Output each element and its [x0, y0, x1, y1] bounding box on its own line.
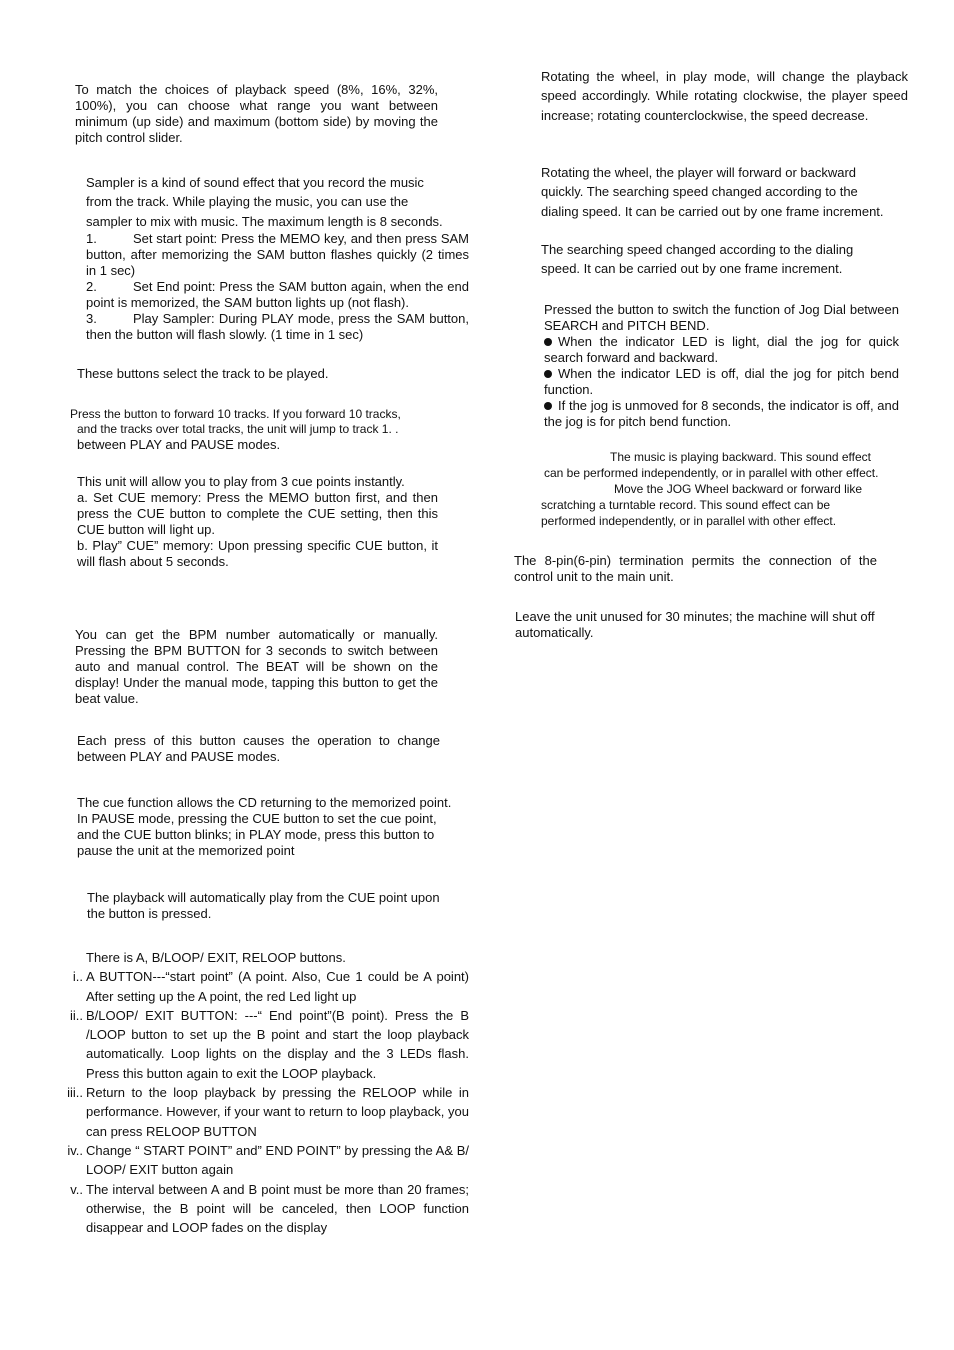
- loop-item-4: [67, 1141, 469, 1180]
- sampler-step-2: [86, 279, 469, 311]
- item-text: Change “ START POINT” and” END POINT” by pressing the A& B/ LOOP/ EXIT button again: [86, 1142, 469, 1178]
- pitch-range-paragraph: To match the choices of playback speed (8%, 16%, 32%, 100%), you can choose what range you want between minimum (up side) and maximum (bottom side) by moving the pitch control slider.: [75, 82, 438, 145]
- jog-bullet: [544, 398, 899, 430]
- item-text: B/LOOP/ EXIT BUTTON: ---“ End point”(B point). Press the B /LOOP button to set up the B point and start the loop playback automatically. Loop lights on the display and the 3 LEDs flash. Press this button again to exit the LOOP playback.: [86, 1007, 469, 1081]
- bullet-icon: [544, 402, 552, 410]
- cue-points-b: b. Play” CUE” memory: Upon pressing specific CUE button, it will flash about 5 seconds.: [77, 538, 438, 569]
- cue-points-section: [77, 474, 438, 570]
- item-label: v..: [70, 1181, 83, 1197]
- jog-bullet: [544, 334, 899, 366]
- cue-line: The cue function allows the CD returning to the memorized point.: [77, 795, 452, 810]
- wheel-search-line: dialing speed. It can be carried out by one frame increment.: [541, 203, 884, 219]
- search-speed-section: [541, 240, 911, 279]
- loop-intro: There is A, B/LOOP/ EXIT, RELOOP buttons.: [86, 950, 346, 965]
- wheel-search-section: [541, 163, 911, 221]
- effects-line: Move the JOG Wheel backward or forward like: [614, 482, 863, 496]
- sampler-step-1: [86, 231, 469, 279]
- item-label: i..: [72, 969, 83, 985]
- loop-item-5: [70, 1180, 469, 1238]
- effects-line: performed independently, or in parallel with other effect.: [541, 514, 837, 528]
- loop-item-1: [73, 967, 469, 1006]
- sampler-line: sampler to mix with music. The maximum length is 8 seconds.: [86, 213, 443, 229]
- step-text: Play Sampler: During PLAY mode, press the SAM button, then the button will flash slowly. (1 time in 1 sec): [86, 310, 469, 342]
- step-text: Set End point: Press the SAM button again, when the end point is memorized, the SAM button lights up (not flash).: [86, 278, 469, 310]
- auto-off-line: Leave the unit unused for 30 minutes; the machine will shut off: [515, 609, 875, 624]
- auto-off-section: [515, 609, 905, 641]
- wheel-play-paragraph: Rotating the wheel, in play mode, will change the playback speed accordingly. While rotating clockwise, the player speed increase; rotating counterclockwise, the speed decrease.: [541, 69, 908, 123]
- jog-bullet: [544, 366, 899, 398]
- sampler-line: Sampler is a kind of sound effect that you record the music: [86, 175, 424, 190]
- item-text: Return to the loop playback by pressing the RELOOP while in performance. However, if your want to return to loop playback, you can press RELOOP BUTTON: [86, 1085, 469, 1139]
- bullet-icon: [544, 338, 552, 346]
- search-speed-line: speed. It can be carried out by one frame increment.: [541, 261, 843, 277]
- cue-play-section: [87, 890, 467, 922]
- forward-10-section: [70, 407, 450, 453]
- jog-mode-section: [544, 302, 899, 430]
- jog-mode-intro: Pressed the button to switch the function of Jog Dial between SEARCH and PITCH BEND.: [544, 302, 899, 333]
- cue-line: In PAUSE mode, pressing the CUE button to set the cue point,: [77, 811, 437, 826]
- wheel-search-line: Rotating the wheel, the player will forward or backward: [541, 165, 857, 180]
- loop-item-2: [70, 1006, 469, 1083]
- item-text: The interval between A and B point must be more than 20 frames; otherwise, the B point will be canceled, then LOOP function disappear and LOOP fades on the display: [86, 1181, 469, 1236]
- step-number: 1.: [86, 230, 97, 246]
- loop-section: [67, 948, 469, 1237]
- step-number: 3.: [86, 310, 97, 326]
- cue-line: and the CUE button blinks; in PLAY mode, press this button to: [77, 827, 435, 842]
- step-number: 2.: [86, 278, 97, 294]
- sampler-section: [86, 173, 469, 343]
- bullet-text: When the indicator LED is light, dial the jog for quick search forward and backward.: [544, 334, 899, 365]
- item-label: iv..: [67, 1142, 83, 1158]
- cue-function-section: [77, 795, 477, 859]
- forward-10-line: between PLAY and PAUSE modes.: [77, 437, 281, 452]
- effects-line: can be performed independently, or in parallel with other effect.: [544, 466, 879, 480]
- auto-off-line: automatically.: [515, 625, 594, 640]
- sampler-step-3: [86, 311, 469, 343]
- cue-line: pause the unit at the memorized point: [77, 843, 295, 858]
- effects-section: [541, 449, 911, 529]
- bpm-paragraph: You can get the BPM number automatically or manually. Pressing the BPM BUTTON for 3 seconds to switch between auto and manual control. The BEAT will be shown on the display! Under the manual mode, tapping this button to get the beat value.: [75, 627, 438, 706]
- forward-10-line: Press the button to forward 10 tracks. If you forward 10 tracks,: [70, 407, 401, 421]
- bullet-icon: [544, 370, 552, 378]
- step-text: Set start point: Press the MEMO key, and then press SAM button, after memorizing the SAM button flashes quickly (2 times in 1 sec): [86, 230, 469, 278]
- play-pause-paragraph: Each press of this button causes the operation to change between PLAY and PAUSE modes.: [77, 733, 440, 764]
- cue-play-line: the button is pressed.: [87, 906, 212, 921]
- track-select-text: These buttons select the track to be played.: [77, 366, 329, 381]
- bullet-text: If the jog is unmoved for 8 seconds, the indicator is off, and the jog is for pitch bend function.: [544, 398, 899, 429]
- loop-item-3: [67, 1083, 469, 1141]
- forward-10-line: and the tracks over total tracks, the unit will jump to track 1. .: [77, 422, 399, 436]
- cue-points-intro: This unit will allow you to play from 3 cue points instantly.: [77, 474, 405, 489]
- sampler-line: from the track. While playing the music, you can use the: [86, 194, 409, 210]
- item-label: iii..: [67, 1085, 83, 1101]
- item-text: A BUTTON---“start point” (A point. Also, Cue 1 could be A point) After setting up the A point, the red Led light up: [86, 969, 469, 1004]
- item-label: ii..: [70, 1007, 83, 1023]
- effects-line: The music is playing backward. This sound effect: [610, 450, 872, 464]
- search-speed-line: The searching speed changed according to the dialing: [541, 242, 854, 257]
- wheel-search-line: quickly. The searching speed changed according to the: [541, 184, 858, 200]
- cue-points-a: a. Set CUE memory: Press the MEMO button first, and then press the CUE button to complete the CUE setting, then this CUE button will light up.: [77, 490, 438, 537]
- effects-line: scratching a turntable record. This sound effect can be: [541, 498, 831, 512]
- cue-play-line: The playback will automatically play from the CUE point upon: [87, 890, 440, 905]
- bullet-text: When the indicator LED is off, dial the jog for pitch bend function.: [544, 366, 899, 397]
- termination-paragraph: The 8-pin(6-pin) termination permits the connection of the control unit to the main unit.: [514, 553, 877, 584]
